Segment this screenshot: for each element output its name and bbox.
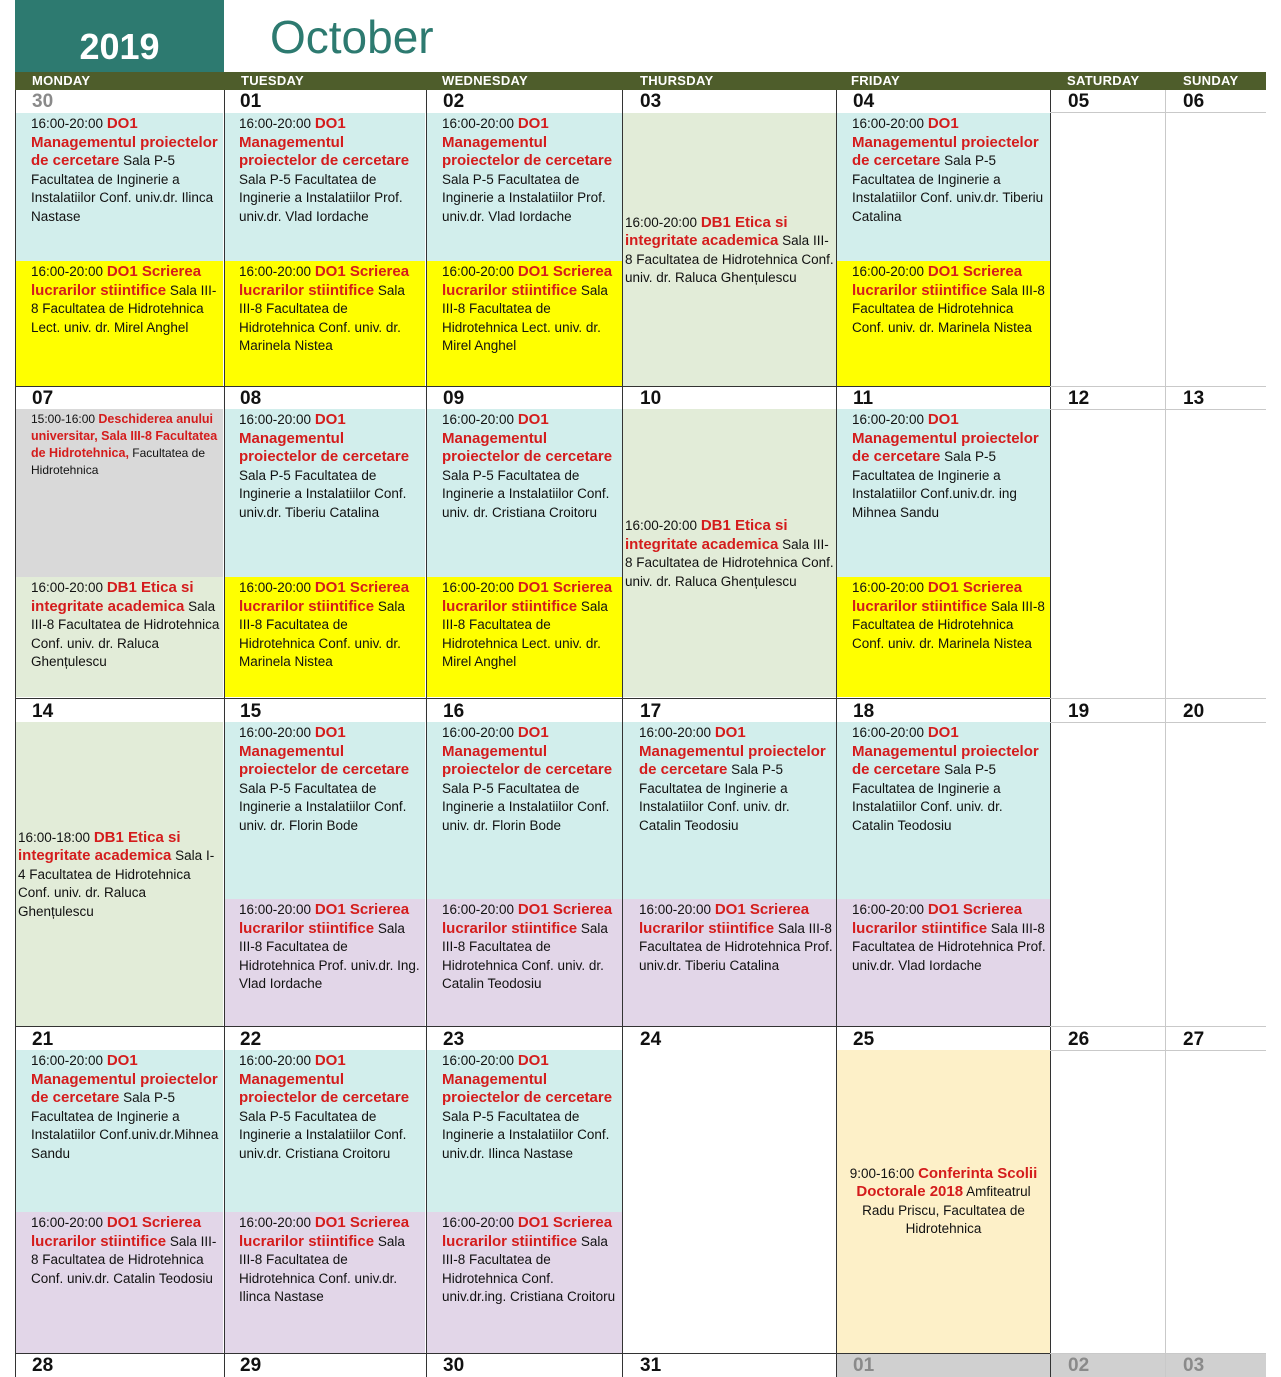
grid-line xyxy=(15,90,16,1377)
day-number[interactable]: 15 xyxy=(240,701,262,722)
grid-line xyxy=(426,90,427,1377)
event-cell[interactable]: 16:00-20:00 DO1 Scrierea lucrarilor stiintifice Sala III-8 Facultatea de Hidrotehnica Conf. univ. dr. Marinela Nistea xyxy=(837,261,1050,386)
grid-line xyxy=(15,386,1051,387)
grid-line xyxy=(1050,698,1266,699)
weekday-tuesday: TUESDAY xyxy=(241,73,305,88)
event-cell[interactable]: 16:00-20:00 DO1 Managementul proiectelor de cercetare Sala P-5 Facultatea de Inginerie a Instalatiilor Conf. univ. dr. Catalin Teodosiu xyxy=(837,722,1050,899)
day-number[interactable]: 01 xyxy=(853,1355,875,1376)
day-number[interactable]: 11 xyxy=(853,388,874,409)
event-cell[interactable]: 9:00-16:00 Conferinta Scolii Doctorale 2018 Amfiteatrul Radu Priscu, Facultatea de Hidrotehnica xyxy=(837,1050,1050,1353)
event-cell[interactable]: 16:00-20:00 DO1 Scrierea lucrarilor stiintifice Sala III-8 Facultatea de Hidrotehnica Prof. univ.dr. Tiberiu Catalina xyxy=(623,899,836,1026)
weekday-friday: FRIDAY xyxy=(851,73,900,88)
weekday-header-bar xyxy=(15,72,1266,90)
day-number[interactable]: 19 xyxy=(1068,701,1090,722)
grid-line xyxy=(836,90,837,1377)
event-cell[interactable]: 16:00-20:00 DO1 Managementul proiectelor de cercetare Sala P-5 Facultatea de Inginerie a Instalatiilor Prof. univ.dr. Vlad Iordache xyxy=(225,113,425,261)
day-number[interactable]: 10 xyxy=(640,388,662,409)
day-number[interactable]: 30 xyxy=(32,91,54,112)
grid-line xyxy=(1050,1353,1266,1354)
event-cell[interactable]: 16:00-20:00 DB1 Etica si integritate academica Sala III-8 Facultatea de Hidrotehnica Conf. univ. dr. Raluca Ghențulescu xyxy=(623,113,836,386)
day-number[interactable]: 30 xyxy=(443,1355,465,1376)
day-number[interactable]: 16 xyxy=(443,701,465,722)
event-cell[interactable]: 16:00-20:00 DO1 Scrierea lucrarilor stiintifice Sala III-8 Facultatea de Hidrotehnica Conf. univ.dr.ing. Cristiana Croitoru xyxy=(427,1212,622,1353)
day-number[interactable]: 26 xyxy=(1068,1029,1090,1050)
day-number[interactable]: 31 xyxy=(640,1355,662,1376)
day-number[interactable]: 05 xyxy=(1068,91,1090,112)
month-title: October xyxy=(270,11,434,63)
day-number[interactable]: 18 xyxy=(853,701,875,722)
weekday-sunday: SUNDAY xyxy=(1183,73,1239,88)
year-banner xyxy=(15,0,224,72)
weekday-wednesday: WEDNESDAY xyxy=(442,73,529,88)
event-cell[interactable]: 16:00-20:00 DO1 Scrierea lucrarilor stiintifice Sala III-8 Facultatea de Hidrotehnica Lect. univ. dr. Mirel Anghel xyxy=(427,577,622,697)
grid-line xyxy=(1050,1050,1266,1051)
weekday-saturday: SATURDAY xyxy=(1067,73,1140,88)
event-cell[interactable]: 16:00-20:00 DO1 Scrierea lucrarilor stiintifice Sala III-8 Facultatea de Hidrotehnica Prof. univ.dr. Vlad Iordache xyxy=(837,899,1050,1026)
event-cell[interactable]: 16:00-20:00 DB1 Etica si integritate academica Sala III-8 Facultatea de Hidrotehnica Conf. univ. dr. Raluca Ghențulescu xyxy=(623,409,836,697)
grid-line xyxy=(1050,722,1266,723)
event-cell[interactable]: 16:00-20:00 DO1 Managementul proiectelor de cercetare Sala P-5 Facultatea de Inginerie a Instalatiilor Conf. univ.dr. Cristiana Croitoru xyxy=(225,1050,425,1212)
day-number[interactable]: 21 xyxy=(32,1029,54,1050)
day-number[interactable]: 23 xyxy=(443,1029,465,1050)
event-cell[interactable]: 16:00-20:00 DO1 Managementul proiectelor de cercetare Sala P-5 Facultatea de Inginerie a Instalatiilor Conf. univ.dr. Ilinca Nastase xyxy=(16,113,223,261)
day-number[interactable]: 02 xyxy=(1068,1355,1090,1376)
day-number[interactable]: 17 xyxy=(640,701,662,722)
day-number[interactable]: 14 xyxy=(32,701,54,722)
grid-line xyxy=(224,90,225,1377)
event-cell[interactable]: 16:00-20:00 DO1 Managementul proiectelor de cercetare Sala P-5 Facultatea de Inginerie a Instalatiilor Conf. univ. dr. Florin Bode xyxy=(225,722,425,899)
event-cell[interactable]: 16:00-18:00 DB1 Etica si integritate academica Sala I-4 Facultatea de Hidrotehnica Conf. univ. dr. Raluca Ghențulescu xyxy=(16,722,223,1026)
day-number[interactable]: 28 xyxy=(32,1355,54,1376)
year-label: 2019 xyxy=(79,26,160,67)
event-cell[interactable]: 16:00-20:00 DO1 Managementul proiectelor de cercetare Sala P-5 Facultatea de Inginerie a Instalatiilor Conf. univ.dr. Tiberiu Catalina xyxy=(837,113,1050,261)
event-cell[interactable]: 16:00-20:00 DO1 Managementul proiectelor de cercetare Sala P-5 Facultatea de Inginerie a Instalatiilor Conf. univ.dr. Tiberiu Catalina xyxy=(225,409,425,577)
grid-line xyxy=(1165,90,1166,1377)
grid-line xyxy=(15,1353,1051,1354)
day-number[interactable]: 07 xyxy=(32,388,54,409)
day-number[interactable]: 29 xyxy=(240,1355,262,1376)
event-cell[interactable]: 16:00-20:00 DO1 Scrierea lucrarilor stiintifice Sala III-8 Facultatea de Hidrotehnica Prof. univ.dr. Ing. Vlad Iordache xyxy=(225,899,425,1026)
event-cell[interactable]: 16:00-20:00 DO1 Managementul proiectelor de cercetare Sala P-5 Facultatea de Inginerie a Instalatiilor Conf. univ. dr. Cristiana Croitoru xyxy=(427,409,622,577)
event-cell[interactable]: 15:00-16:00 Deschiderea anului universitar, Sala III-8 Facultatea de Hidrotehnica, Facultatea de Hidrotehnica xyxy=(16,409,223,577)
grid-line xyxy=(1050,112,1266,113)
grid-line xyxy=(1050,1026,1266,1027)
grid-line xyxy=(622,90,623,1377)
event-cell[interactable]: 16:00-20:00 DO1 Scrierea lucrarilor stiintifice Sala III-8 Facultatea de Hidrotehnica Conf. univ. dr. Marinela Nistea xyxy=(225,577,425,697)
event-cell[interactable]: 16:00-20:00 DO1 Managementul proiectelor de cercetare Sala P-5 Facultatea de Inginerie a Instalatiilor Prof. univ.dr. Vlad Iordache xyxy=(427,113,622,261)
day-number[interactable]: 27 xyxy=(1183,1029,1205,1050)
event-cell[interactable]: 16:00-20:00 DO1 Scrierea lucrarilor stiintifice Sala III-8 Facultatea de Hidrotehnica Conf. univ.dr. Ilinca Nastase xyxy=(225,1212,425,1353)
day-number[interactable]: 25 xyxy=(853,1029,875,1050)
grid-line xyxy=(15,698,1051,699)
event-cell[interactable]: 16:00-20:00 DO1 Managementul proiectelor de cercetare Sala P-5 Facultatea de Inginerie a Instalatiilor Conf. univ.dr. Ilinca Nastase xyxy=(427,1050,622,1212)
event-cell[interactable]: 16:00-20:00 DO1 Managementul proiectelor de cercetare Sala P-5 Facultatea de Inginerie a Instalatiilor Conf. univ. dr. Florin Bode xyxy=(427,722,622,899)
weekday-thursday: THURSDAY xyxy=(640,73,714,88)
weekday-monday: MONDAY xyxy=(32,73,91,88)
event-cell[interactable]: 16:00-20:00 DO1 Scrierea lucrarilor stiintifice Sala III-8 Facultatea de Hidrotehnica Conf. univ.dr. Catalin Teodosiu xyxy=(16,1212,223,1353)
event-cell[interactable]: 16:00-20:00 DB1 Etica si integritate academica Sala III-8 Facultatea de Hidrotehnica Conf. univ. dr. Raluca Ghențulescu xyxy=(16,577,223,697)
day-number[interactable]: 22 xyxy=(240,1029,262,1050)
event-cell[interactable]: 16:00-20:00 DO1 Scrierea lucrarilor stiintifice Sala III-8 Facultatea de Hidrotehnica Conf. univ. dr. Marinela Nistea xyxy=(837,577,1050,697)
event-cell[interactable]: 16:00-20:00 DO1 Scrierea lucrarilor stiintifice Sala III-8 Facultatea de Hidrotehnica Lect. univ. dr. Mirel Anghel xyxy=(16,261,223,386)
event-cell[interactable]: 16:00-20:00 DO1 Scrierea lucrarilor stiintifice Sala III-8 Facultatea de Hidrotehnica Conf. univ. dr. Marinela Nistea xyxy=(225,261,425,386)
day-number[interactable]: 03 xyxy=(1183,1355,1205,1376)
day-number[interactable]: 06 xyxy=(1183,91,1205,112)
grid-line xyxy=(1050,386,1266,387)
day-number[interactable]: 02 xyxy=(443,91,465,112)
event-cell[interactable]: 16:00-20:00 DO1 Managementul proiectelor de cercetare Sala P-5 Facultatea de Inginerie a Instalatiilor Conf.univ.dr.Mihnea Sandu xyxy=(16,1050,223,1212)
day-number[interactable]: 12 xyxy=(1068,388,1090,409)
day-number[interactable]: 13 xyxy=(1183,388,1205,409)
day-number[interactable]: 24 xyxy=(640,1029,662,1050)
grid-line xyxy=(15,1026,1051,1027)
day-number[interactable]: 09 xyxy=(443,388,465,409)
event-cell[interactable]: 16:00-20:00 DO1 Scrierea lucrarilor stiintifice Sala III-8 Facultatea de Hidrotehnica Conf. univ. dr. Catalin Teodosiu xyxy=(427,899,622,1026)
event-cell[interactable]: 16:00-20:00 DO1 Scrierea lucrarilor stiintifice Sala III-8 Facultatea de Hidrotehnica Lect. univ. dr. Mirel Anghel xyxy=(427,261,622,386)
grid-line xyxy=(1050,90,1051,1377)
grid-line xyxy=(1050,409,1266,410)
day-number[interactable]: 03 xyxy=(640,91,662,112)
day-number[interactable]: 04 xyxy=(853,91,875,112)
event-cell[interactable]: 16:00-20:00 DO1 Managementul proiectelor de cercetare Sala P-5 Facultatea de Inginerie a Instalatiilor Conf.univ.dr. ing Mihnea Sandu xyxy=(837,409,1050,577)
day-number[interactable]: 08 xyxy=(240,388,262,409)
event-cell[interactable]: 16:00-20:00 DO1 Managementul proiectelor de cercetare Sala P-5 Facultatea de Inginerie a Instalatiilor Conf. univ. dr. Catalin Teodosiu xyxy=(623,722,836,899)
day-number[interactable]: 20 xyxy=(1183,701,1205,722)
day-number[interactable]: 01 xyxy=(240,91,262,112)
